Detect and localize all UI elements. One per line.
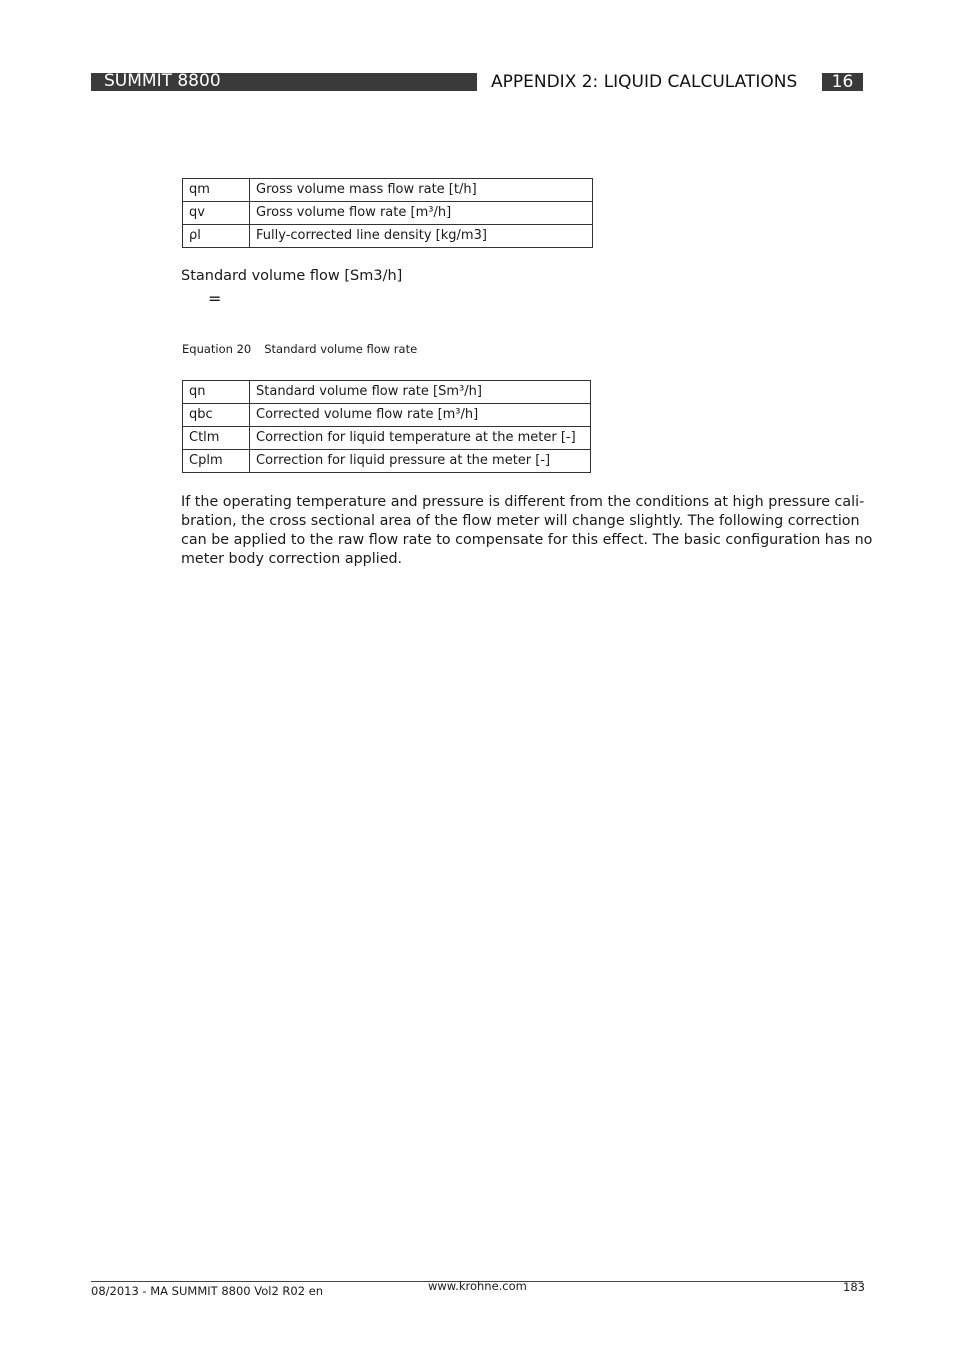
table-description: Gross volume mass flow rate [t/h] — [250, 179, 593, 202]
table-row — [183, 404, 591, 427]
table-description: Fully-corrected line density [kg/m3] — [250, 225, 593, 248]
paragraph-line: meter body correction applied. — [181, 551, 403, 567]
header-product-name: SUMMIT 8800 — [104, 71, 221, 91]
table-symbol: qv — [183, 202, 250, 225]
header-product-bar — [91, 73, 477, 91]
paragraph-line: bration, the cross sectional area of the flow meter will change slightly. The following correction — [181, 513, 860, 529]
table-symbol: qn — [183, 381, 250, 404]
header-section-title: APPENDIX 2: LIQUID CALCULATIONS — [491, 72, 798, 92]
table-row — [183, 427, 591, 450]
paragraph-line: If the operating temperature and pressure is different from the conditions at high pressure cali- — [181, 494, 865, 510]
table-row — [183, 450, 591, 473]
header-chapter-number: 16 — [822, 73, 863, 91]
table-symbol: qm — [183, 179, 250, 202]
table-description: Corrected volume flow rate [m³/h] — [250, 404, 591, 427]
equation-caption — [182, 341, 417, 357]
table-description: Correction for liquid temperature at the meter [-] — [250, 427, 591, 450]
equation-title: Standard volume flow rate — [264, 342, 418, 356]
table-row — [183, 225, 593, 248]
footer-doc-ref: 08/2013 - MA SUMMIT 8800 Vol2 R02 en — [91, 1284, 324, 1298]
body-paragraph — [181, 493, 873, 569]
table-description: Gross volume flow rate [m³/h] — [250, 202, 593, 225]
table-row — [183, 202, 593, 225]
symbol-table-1 — [182, 178, 593, 248]
footer-page-number: 183 — [843, 1280, 865, 1294]
table-description: Standard volume flow rate [Sm³/h] — [250, 381, 591, 404]
equation-number: Equation 20 — [182, 342, 252, 356]
paragraph-line: can be applied to the raw flow rate to compensate for this effect. The basic configuration has no — [181, 532, 873, 548]
footer-website-link[interactable]: www.krohne.com — [428, 1279, 527, 1293]
table-symbol: ρl — [183, 225, 250, 248]
table-symbol: Cplm — [183, 450, 250, 473]
table-row — [183, 179, 593, 202]
table-symbol: Ctlm — [183, 427, 250, 450]
table-description: Correction for liquid pressure at the meter [-] — [250, 450, 591, 473]
symbol-table-2 — [182, 380, 591, 473]
table-symbol: qbc — [183, 404, 250, 427]
table-row — [183, 381, 591, 404]
formula-equals-sign: = — [208, 289, 222, 308]
formula-label: Standard volume flow [Sm3/h] — [181, 268, 403, 284]
